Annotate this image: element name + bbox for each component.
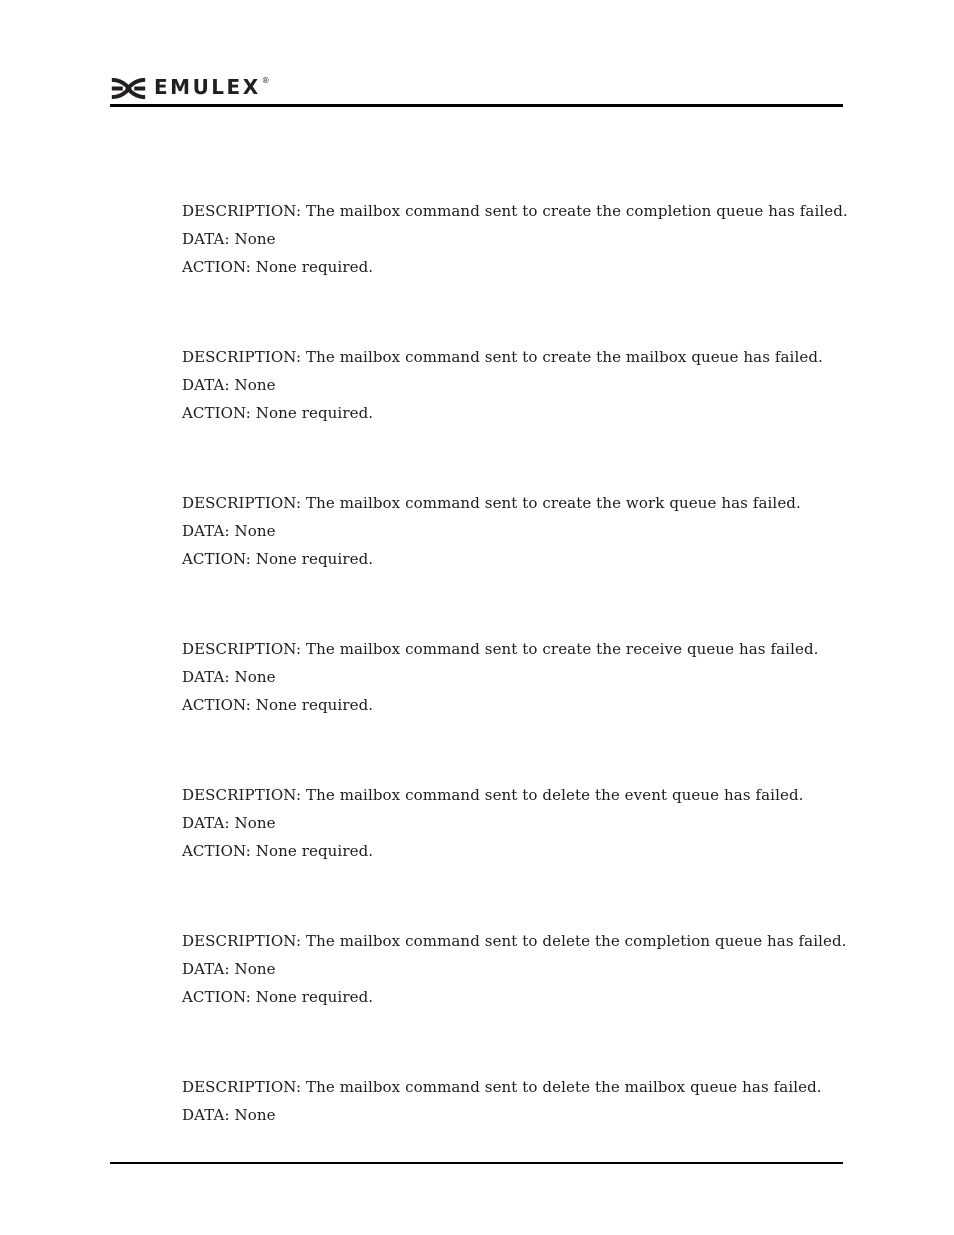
entry-data: DATA: None: [182, 376, 276, 394]
error-entry: [182, 781, 872, 865]
entry-action: ACTION: None required.: [182, 988, 374, 1006]
emulex-logo-text: EMULEX: [154, 75, 261, 99]
entry-action: ACTION: None required.: [182, 550, 374, 568]
error-entry: [182, 635, 872, 719]
registered-trademark-symbol: ®: [261, 76, 270, 85]
entry-data: DATA: None: [182, 522, 276, 540]
error-entry: [182, 927, 872, 1011]
entry-data: DATA: None: [182, 230, 276, 248]
entry-action: ACTION: None required.: [182, 404, 374, 422]
entry-description: DESCRIPTION: The mailbox command sent to create the mailbox queue has failed.: [182, 348, 823, 366]
entry-action: ACTION: None required.: [182, 696, 374, 714]
error-entry: [182, 197, 872, 281]
emulex-logo-icon: [110, 77, 147, 100]
error-entry-list: [182, 197, 872, 1191]
entry-action: ACTION: None required.: [182, 842, 374, 860]
entry-description: DESCRIPTION: The mailbox command sent to create the completion queue has failed.: [182, 202, 848, 220]
emulex-logo: [110, 76, 270, 100]
entry-action: ACTION: None required.: [182, 258, 374, 276]
error-entry: [182, 489, 872, 573]
entry-data: DATA: None: [182, 668, 276, 686]
error-entry: [182, 1073, 872, 1129]
entry-data: DATA: None: [182, 1106, 276, 1124]
entry-description: DESCRIPTION: The mailbox command sent to delete the event queue has failed.: [182, 786, 804, 804]
entry-description: DESCRIPTION: The mailbox command sent to delete the completion queue has failed.: [182, 932, 847, 950]
entry-data: DATA: None: [182, 960, 276, 978]
footer-divider: [110, 1162, 843, 1164]
entry-data: DATA: None: [182, 814, 276, 832]
error-entry: [182, 343, 872, 427]
entry-description: DESCRIPTION: The mailbox command sent to create the work queue has failed.: [182, 494, 801, 512]
entry-description: DESCRIPTION: The mailbox command sent to create the receive queue has failed.: [182, 640, 819, 658]
header-divider: [110, 104, 843, 107]
entry-description: DESCRIPTION: The mailbox command sent to delete the mailbox queue has failed.: [182, 1078, 822, 1096]
